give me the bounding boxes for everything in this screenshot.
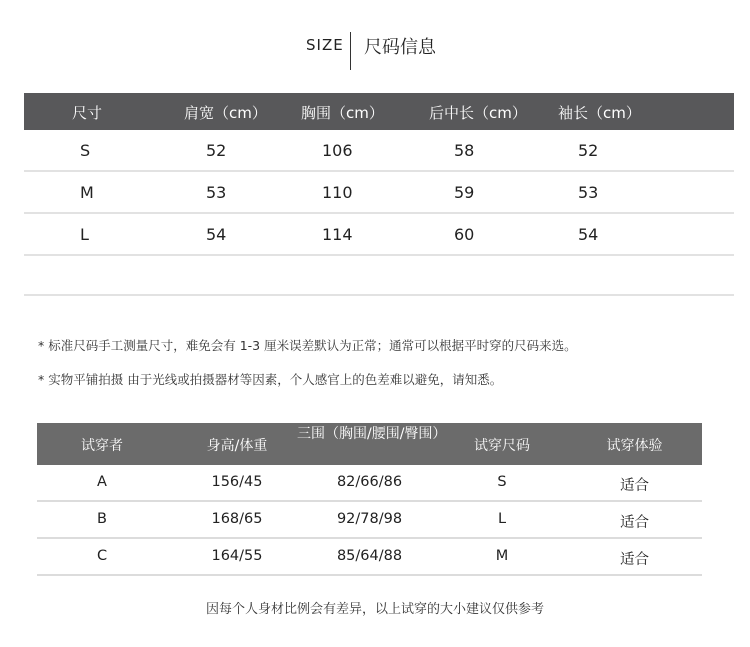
column-header: 身高/体重 [206,438,268,454]
table-cell: 106 [322,141,353,160]
column-header: 试穿尺码 [474,438,530,454]
table-cell: 82/66/86 [336,474,403,490]
note-color: * 实物平铺拍摄 由于光线或拍摄器材等因素，个人感官上的色差难以避免，请知悉。 [38,372,503,387]
table-cell: 92/78/98 [336,511,403,527]
table-cell: 168/65 [211,511,263,527]
table-cell: 110 [322,183,353,202]
try-on-table [37,423,702,576]
footer-note: 因每个人身材比例会有差异，以上试穿的大小建议仅供参考 [205,602,544,617]
column-header: 胸围（cm） [301,104,384,122]
table-cell: 52 [206,141,227,160]
column-header: 后中长（cm） [429,104,527,122]
table-cell: 54 [578,225,599,244]
column-header: 尺寸 [72,104,103,122]
table-cell: M [80,183,94,202]
column-header: 三围（胸围/腰围/臀围） [297,426,447,442]
size-table [24,93,734,296]
title-divider [350,32,351,70]
table-cell: S [80,141,91,160]
table-cell: A [97,474,107,490]
table-row [37,465,702,502]
column-header: 试穿者 [81,438,123,454]
table-cell: 59 [454,183,475,202]
table-row [24,172,734,214]
table-cell: S [497,474,507,490]
section-title [0,30,750,70]
table-cell: 85/64/88 [336,548,403,564]
table-row [24,214,734,256]
table-cell: B [97,511,107,527]
table-cell: 适合 [620,552,649,568]
table-cell: 53 [578,183,599,202]
table-cell: L [80,225,89,244]
table-cell: 156/45 [211,474,263,490]
table-cell: C [96,548,108,564]
title-en: SIZE [306,36,344,54]
table-row [24,130,734,172]
title-zh: 尺码信息 [364,37,436,58]
try-table-header [37,423,702,465]
note-measurement: * 标准尺码手工测量尺寸，难免会有 1-3 厘米误差默认为正常；通常可以根据平时穿的尺码来选。 [38,338,577,353]
table-cell: M [495,548,509,564]
table-cell: 60 [454,225,475,244]
table-cell: 适合 [620,478,649,494]
table-row-empty [24,256,734,296]
table-cell: 52 [578,141,599,160]
size-table-header [24,93,734,130]
table-cell: 53 [206,183,227,202]
table-row [37,539,702,576]
column-header: 袖长（cm） [558,104,641,122]
table-row [37,502,702,539]
table-cell: L [497,511,507,527]
column-header: 试穿体验 [606,438,663,454]
table-cell: 164/55 [211,548,263,564]
table-cell: 58 [454,141,475,160]
table-cell: 适合 [620,515,649,531]
column-header: 肩宽（cm） [184,104,267,122]
table-cell: 54 [206,225,227,244]
table-cell: 114 [322,225,353,244]
